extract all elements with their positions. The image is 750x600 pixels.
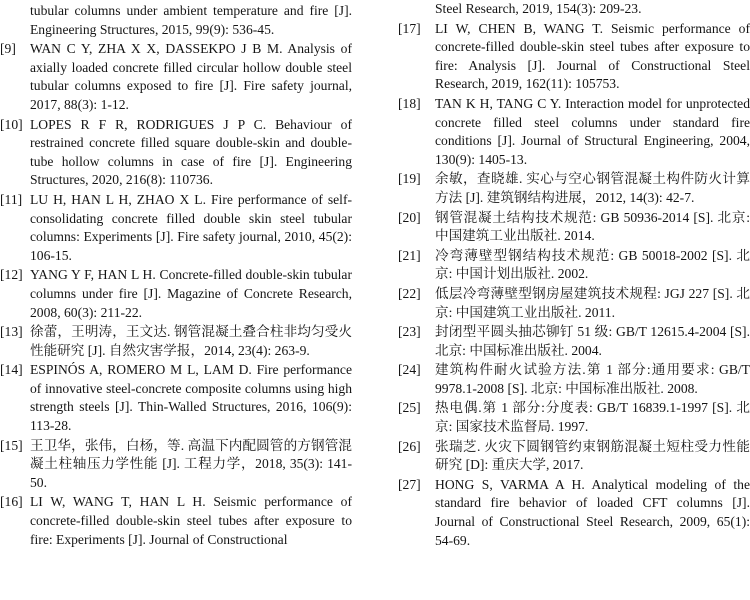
reference-item-12 <box>0 266 352 322</box>
reference-text: LI W, WANG T, HAN L H. Seismic performance of concrete-filled double-skin steel tubes after exposure to fire: Experiments [J]. Journal of Constructional <box>30 494 352 547</box>
reference-item-10 <box>0 116 352 190</box>
reference-item-13 <box>0 323 352 360</box>
reference-number: [18] <box>398 95 421 111</box>
reference-item-26 <box>398 438 750 475</box>
reference-number: [19] <box>398 171 421 187</box>
reference-number: [14] <box>0 362 23 378</box>
reference-item-9 <box>0 40 352 114</box>
reference-number: [10] <box>0 116 23 132</box>
reference-item-20 <box>398 209 750 246</box>
reference-text: TAN K H, TANG C Y. Interaction model for unprotected concrete filled steel columns under standard fire conditions [J]. Journal of Structural Engineering, 2004, 130(9): 1405-13. <box>435 95 750 167</box>
reference-item-24 <box>398 361 750 398</box>
reference-number: [25] <box>398 400 421 416</box>
left-reference-column <box>0 0 352 600</box>
reference-item-14 <box>0 361 352 435</box>
reference-item-17 <box>398 20 750 94</box>
reference-number: [26] <box>398 438 421 454</box>
reference-number: [27] <box>398 476 421 492</box>
reference-item-21 <box>398 247 750 284</box>
reference-text: LU H, HAN L H, ZHAO X L. Fire performance of self-consolidating concrete filled double skin steel tubular columns: Experiments [J]. Fire safety journal, 2010, 45(2): 106-15. <box>30 191 352 263</box>
reference-text: YANG Y F, HAN L H. Concrete-filled double-skin tubular columns under fire [J]. Magazine of Concrete Research, 2008, 60(3): 211-22. <box>30 267 352 320</box>
reference-text: 建筑构件耐火试验方法.第 1 部分:通用要求: GB/T 9978.1-2008 [S]. 北京: 中国标准出版社. 2008. <box>435 362 750 396</box>
reference-item-19 <box>398 170 750 207</box>
reference-number: [13] <box>0 324 23 340</box>
reference-item-16 <box>0 493 352 549</box>
reference-text: 热电偶.第 1 部分:分度表: GB/T 16839.1-1997 [S]. 北京: 国家技术监督局. 1997. <box>435 400 750 435</box>
reference-text: WAN C Y, ZHA X X, DASSEKPO J B M. Analysis of axially loaded concrete filled circular hollow double steel tubular columns exposed to fire [J]. Fire safety journal, 2017, 88(3): 1-12. <box>30 41 352 112</box>
reference-text: 余敏，查晓雄. 实心与空心钢管混凝土构件防火计算方法 [J]. 建筑钢结构进展，2012, 14(3): 42-7. <box>435 171 750 205</box>
reference-number: [23] <box>398 324 421 340</box>
reference-number: [16] <box>0 494 23 510</box>
reference-text: HONG S, VARMA A H. Analytical modeling of the standard fire behavior of loaded CFT columns [J]. Journal of Constructional Steel Research, 2009, 65(1): 54-69. <box>435 476 750 548</box>
reference-item-15 <box>0 437 352 493</box>
reference-number: [22] <box>398 285 421 301</box>
reference-item-11 <box>0 191 352 265</box>
reference-text: 低层冷弯薄壁型钢房屋建筑技术规程: JGJ 227 [S]. 北京: 中国建筑工业出版社. 2011. <box>435 285 750 320</box>
reference-text: 张瑞芝. 火灾下圆钢管约束钢筋混凝土短柱受力性能研究 [D]: 重庆大学, 2017. <box>435 438 750 473</box>
reference-text: 冷弯薄壁型钢结构技术规范: GB 50018-2002 [S]. 北京: 中国计划出版社. 2002. <box>435 247 750 282</box>
reference-number: [24] <box>398 362 421 378</box>
reference-number: [17] <box>398 20 421 36</box>
right-reference-column <box>398 0 750 600</box>
reference-continuation: tubular columns under ambient temperature and fire [J]. Engineering Structures, 2015, 99(9): 536-45. <box>30 3 352 37</box>
reference-text: LI W, CHEN B, WANG T. Seismic performance of concrete-filled double-skin steel tubes after exposure to fire: Analysis [J]. Journal of Constructional Steel Research, 2019, 162(11): 105753. <box>435 20 750 92</box>
reference-text: 王卫华，张伟，白杨，等. 高温下内配圆管的方钢管混凝土柱轴压力学性能 [J]. 工程力学，2018, 35(3): 141-50. <box>30 437 352 490</box>
reference-number: [15] <box>0 437 23 453</box>
reference-text: 徐蕾，王明涛，王文达. 钢管混凝土叠合柱非均匀受火性能研究 [J]. 自然灾害学报，2014, 23(4): 263-9. <box>30 324 352 358</box>
reference-item-18 <box>398 95 750 169</box>
reference-number: [9] <box>0 41 16 57</box>
reference-number: [12] <box>0 267 23 283</box>
reference-item-22 <box>398 285 750 322</box>
reference-text: LOPES R F R, RODRIGUES J P C. Behaviour of restrained concrete filled square double-skin and double-tube hollow columns in case of fire [J]. Engineering Structures, 2020, 216(8): 110736. <box>30 116 352 188</box>
reference-number: [21] <box>398 247 421 263</box>
reference-continuation: Steel Research, 2019, 154(3): 209-23. <box>435 1 642 16</box>
reference-text: 封闭型平圆头抽芯铆钉 51 级: GB/T 12615.4-2004 [S]. 北京: 中国标准出版社. 2004. <box>435 324 750 358</box>
reference-text: ESPINÓS A, ROMERO M L, LAM D. Fire performance of innovative steel-concrete composite columns using high strength steels [J]. Thin-Walled Structures, 2016, 106(9): 113-28. <box>30 362 352 434</box>
reference-item-23 <box>398 323 750 360</box>
reference-item-27 <box>398 476 750 550</box>
reference-item-25 <box>398 399 750 436</box>
reference-number: [20] <box>398 209 421 225</box>
reference-text: 钢管混凝土结构技术规范: GB 50936-2014 [S]. 北京: 中国建筑工业出版社. 2014. <box>435 209 750 244</box>
reference-number: [11] <box>0 191 23 207</box>
